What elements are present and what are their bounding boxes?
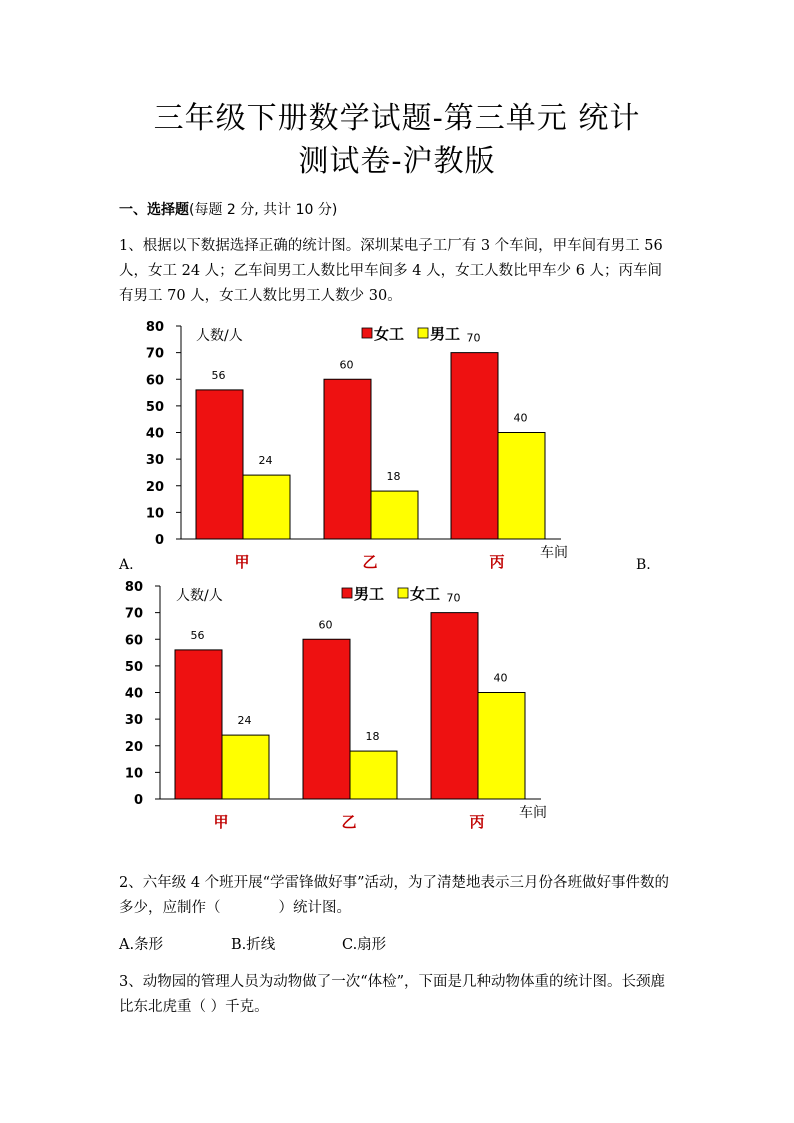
- chart2-category-label: 丙: [469, 813, 485, 831]
- option-b-marker: B.: [636, 557, 651, 573]
- chart2-x-axis-label: 车间: [519, 805, 547, 821]
- chart1-data-label: 60: [339, 358, 354, 372]
- chart2-data-label: 70: [446, 591, 461, 605]
- chart2-bar-2-2: [350, 751, 397, 799]
- chart1-bar-2-3: [498, 433, 545, 540]
- q2-option-c[interactable]: C.扇形: [342, 937, 387, 953]
- question-2-text: 2、六年级 4 个班开展“学雷锋做好事”活动，为了清楚地表示三月份各班做好事件数的多少，应制作（ ）统计图。: [119, 875, 669, 916]
- chart1-bar-1-1: [196, 390, 243, 539]
- chart2-legend-label: 男工: [354, 585, 385, 603]
- chart1-legend-swatch: [418, 328, 428, 338]
- chart2-data-label: 56: [190, 628, 205, 642]
- chart2-bar-2-1: [222, 735, 269, 799]
- chart1-category-label: 甲: [234, 553, 250, 571]
- chart2-bar-1-3: [431, 613, 478, 799]
- chart1-y-tick-label: 60: [145, 373, 164, 389]
- chart1-y-tick-label: 30: [145, 453, 164, 469]
- chart1-y-tick-label: 50: [145, 399, 164, 415]
- chart2-legend-swatch: [342, 588, 352, 598]
- chart1-data-label: 70: [466, 331, 481, 345]
- q2-option-b[interactable]: B.折线: [231, 937, 276, 953]
- chart1-bar-1-2: [324, 379, 371, 539]
- chart2-y-tick-label: 60: [124, 633, 143, 649]
- chart1-y-tick-label: 0: [154, 533, 164, 548]
- chart2-data-label: 24: [237, 714, 252, 728]
- chart2-data-label: 18: [365, 730, 380, 744]
- page-title-line1: 三年级下册数学试题-第三单元 统计: [153, 101, 641, 136]
- chart1-legend-swatch: [362, 328, 372, 338]
- chart1-bar-2-2: [371, 491, 418, 539]
- chart2-y-tick-label: 80: [124, 580, 143, 595]
- section-score-note: (每题 2 分, 共计 10 分): [189, 202, 338, 218]
- chart1-bar-1-3: [451, 353, 498, 539]
- chart2-y-axis-label: 人数/人: [176, 588, 223, 604]
- chart1-legend-label: 女工: [374, 325, 405, 343]
- chart1-x-axis-label: 车间: [540, 545, 568, 561]
- chart1-data-label: 56: [211, 368, 226, 382]
- chart2-legend-label: 女工: [410, 585, 441, 603]
- chart1-category-label: 乙: [362, 553, 378, 571]
- chart2-y-tick-label: 70: [124, 606, 143, 622]
- chart2-y-tick-label: 30: [124, 713, 143, 729]
- chart2-y-tick-label: 0: [133, 793, 143, 808]
- q2-option-a[interactable]: A.条形: [119, 937, 164, 953]
- question-1-text: 1、根据以下数据选择正确的统计图。深圳某电子工厂有 3 个车间，甲车间有男工 56 人，女工 24 人；乙车间男工人数比甲车间多 4 人，女工人数比甲车少 6 人；丙车间有男工 70 人，女工人数比男工人数少 30。: [119, 238, 663, 304]
- chart2-legend-swatch: [398, 588, 408, 598]
- chart2-y-tick-label: 10: [124, 766, 143, 782]
- chart1-y-tick-label: 40: [145, 426, 164, 442]
- chart2-category-label: 甲: [213, 813, 229, 831]
- chart2-category-label: 乙: [341, 813, 357, 831]
- chart2-bar-1-1: [175, 650, 222, 799]
- option-a-marker: A.: [119, 557, 134, 573]
- chart2-bar-2-3: [478, 693, 525, 800]
- chart1-category-label: 丙: [489, 553, 505, 571]
- chart2-data-label: 60: [318, 618, 333, 632]
- chart1-data-label: 18: [386, 470, 401, 484]
- chart1-y-tick-label: 70: [145, 346, 164, 362]
- chart2-bar-1-2: [303, 639, 350, 799]
- page-title-line2: 测试卷-沪教版: [298, 144, 496, 179]
- question-3-text: 3、动物园的管理人员为动物做了一次“体检”，下面是几种动物体重的统计图。长颈鹿比东北虎重（ ）千克。: [119, 974, 666, 1015]
- chart1-legend-label: 男工: [430, 325, 461, 343]
- chart2-data-label: 40: [493, 671, 508, 685]
- chart1-y-axis-label: 人数/人: [196, 328, 243, 344]
- chart1-data-label: 24: [258, 454, 273, 468]
- chart2-y-tick-label: 50: [124, 659, 143, 675]
- chart1-y-tick-label: 80: [145, 320, 164, 335]
- chart2-y-tick-label: 20: [124, 739, 143, 755]
- chart1-bar-2-1: [243, 475, 290, 539]
- chart2-y-tick-label: 40: [124, 686, 143, 702]
- chart1-y-tick-label: 10: [145, 506, 164, 522]
- chart1-data-label: 40: [513, 411, 528, 425]
- chart1-y-tick-label: 20: [145, 479, 164, 495]
- section-label: 一、选择题: [119, 202, 189, 218]
